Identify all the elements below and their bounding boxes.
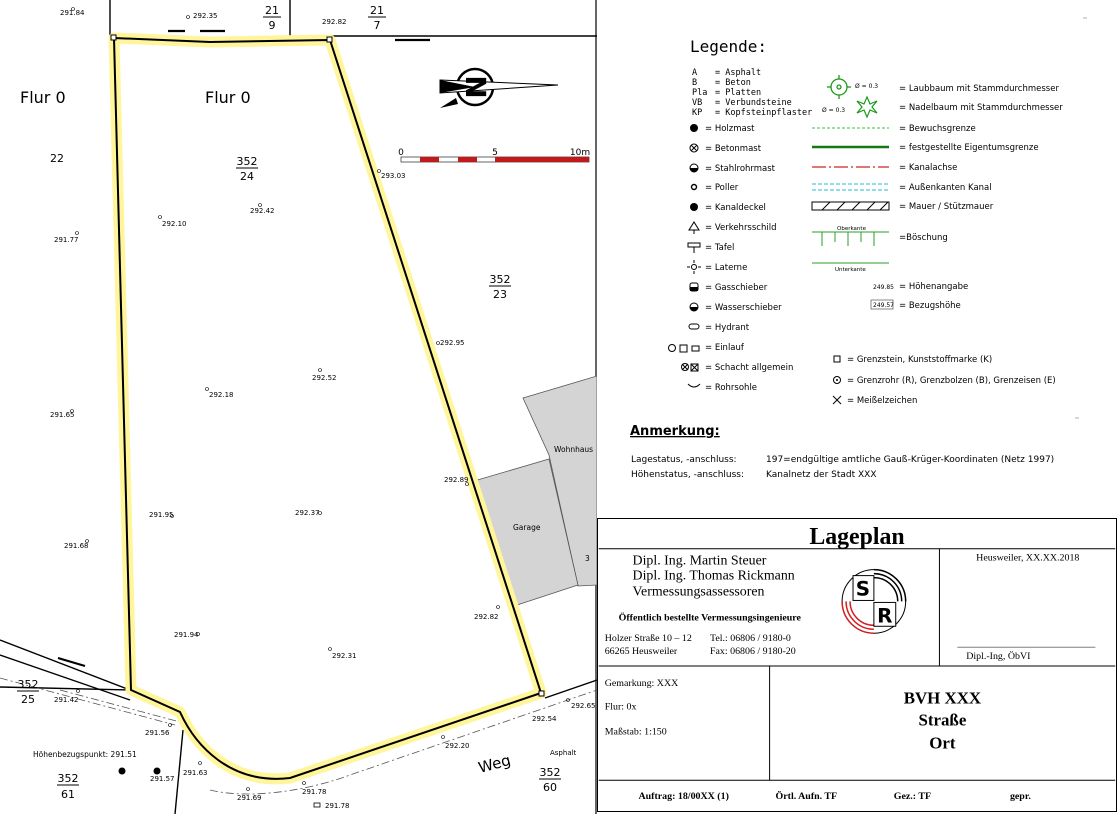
svg-text:= Gasschieber: = Gasschieber <box>705 283 768 293</box>
svg-text:21: 21 <box>265 4 279 17</box>
laubbaum-icon <box>827 75 851 99</box>
kanal-aussenkante-line <box>812 184 889 190</box>
svg-text:= Betonmast: = Betonmast <box>705 144 762 154</box>
svg-text:23: 23 <box>493 288 507 301</box>
svg-text:352: 352 <box>489 273 511 286</box>
schacht-icon <box>682 364 699 372</box>
svg-text:VB: VB <box>692 98 703 108</box>
svg-text:KP: KP <box>692 108 703 118</box>
svg-text:291.42: 291.42 <box>54 696 79 704</box>
height-point <box>159 216 187 229</box>
svg-text:Unterkante: Unterkante <box>835 267 866 273</box>
nadelbaum-icon <box>857 97 877 117</box>
gezeichnet-field: Gez.: TF <box>893 791 932 803</box>
boeschung-icon <box>812 232 889 263</box>
address-line: 66265 Heusweiler <box>604 646 678 658</box>
svg-text:= Kopfsteinpflaster: = Kopfsteinpflaster <box>715 108 813 118</box>
svg-text:60: 60 <box>543 781 557 794</box>
svg-text:Ø = 0.3: Ø = 0.3 <box>855 83 879 90</box>
company-logo <box>842 570 906 634</box>
auftrag-field: Auftrag: 18/00XX (1) <box>638 791 729 803</box>
svg-text:N: N <box>460 75 493 99</box>
svg-text:9: 9 <box>268 19 276 32</box>
height-point <box>378 170 406 181</box>
project-street: Straße <box>918 710 967 730</box>
svg-text:Oberkante: Oberkante <box>837 226 866 232</box>
svg-text:352: 352 <box>236 155 258 168</box>
manhole-icon <box>154 768 161 775</box>
grenzstein-icon <box>834 356 840 362</box>
svg-text:291.57: 291.57 <box>150 775 175 783</box>
appointed-label: Öffentlich bestellte Vermessungsingenieure <box>618 612 801 624</box>
svg-text:= festgestellte Eigentumsgrenz: = festgestellte Eigentumsgrenze <box>899 143 1039 153</box>
building-label-wohnhaus: Wohnhaus <box>554 445 594 454</box>
height-point <box>444 476 469 486</box>
svg-text:Pla: Pla <box>692 88 708 98</box>
height-point <box>237 788 262 803</box>
svg-text:A: A <box>692 68 698 78</box>
svg-text:292.52: 292.52 <box>312 374 337 382</box>
svg-text:292.10: 292.10 <box>162 220 187 228</box>
svg-text:352: 352 <box>57 772 79 785</box>
svg-text:= Kanalachse: = Kanalachse <box>899 163 958 173</box>
property-boundary-highlight <box>114 38 541 779</box>
height-point <box>250 204 275 216</box>
legend-panel <box>597 0 1120 518</box>
height-point <box>532 715 557 723</box>
inlet-icon <box>314 803 320 807</box>
svg-text:61: 61 <box>61 788 75 801</box>
height-sample: 249.85 <box>873 284 894 291</box>
fax-number: Fax: 06806 / 9180-20 <box>710 646 796 658</box>
svg-text:292.42: 292.42 <box>250 207 275 215</box>
svg-text:292.89: 292.89 <box>444 476 469 484</box>
mauer-icon <box>812 202 889 210</box>
svg-text:5: 5 <box>492 148 498 158</box>
poller-icon <box>692 185 697 190</box>
svg-text:291.65: 291.65 <box>50 411 75 419</box>
scale-bar <box>398 148 590 162</box>
svg-text:292.82: 292.82 <box>322 18 347 26</box>
remark-label: Höhenstatus, -anschluss: <box>631 470 745 480</box>
remark-title: Anmerkung: <box>630 424 720 439</box>
rohrsohle-icon <box>688 384 700 387</box>
height-point <box>442 736 470 751</box>
height-point <box>54 232 79 245</box>
height-point <box>187 12 218 20</box>
parcel-352-61 <box>57 772 79 801</box>
surface-label: Asphalt <box>550 749 577 757</box>
manhole-icon <box>119 768 126 775</box>
svg-text:= Meißelzeichen: = Meißelzeichen <box>847 396 918 406</box>
remark-label: Lagestatus, -anschluss: <box>631 455 737 465</box>
svg-text:= Verbundsteine: = Verbundsteine <box>715 98 792 108</box>
svg-text:B: B <box>692 78 698 88</box>
symbol-list-right <box>812 75 1063 311</box>
svg-text:7: 7 <box>373 19 381 32</box>
svg-text:292.95: 292.95 <box>440 339 465 347</box>
height-point <box>322 18 347 26</box>
svg-text:291.63: 291.63 <box>183 769 208 777</box>
svg-text:292.65: 292.65 <box>571 702 596 710</box>
height-point <box>183 762 208 778</box>
parcel-22: 22 <box>50 152 64 165</box>
height-point <box>437 339 465 347</box>
address-line: Holzer Straße 10 – 12 <box>604 633 692 645</box>
surveyor-title: Vermessungsassessoren <box>632 584 765 600</box>
title-block <box>597 518 1117 812</box>
wasserschieber-icon <box>690 303 698 311</box>
ref-sample: 249.57 <box>873 302 894 309</box>
gasschieber-icon <box>690 283 698 291</box>
north-arrow-icon <box>440 69 558 108</box>
remark-value: 197=endgültige amtliche Gauß-Krüger-Koordinaten (Netz 1997) <box>766 455 1055 465</box>
height-point <box>174 631 200 639</box>
meisselzeichen-icon <box>833 396 841 404</box>
height-point <box>295 509 322 517</box>
parcel-352-24 <box>236 155 258 183</box>
svg-text:25: 25 <box>21 693 35 706</box>
flur-label-main: Flur 0 <box>205 88 251 107</box>
abbreviation-list <box>692 68 812 118</box>
svg-text:= Hydrant: = Hydrant <box>705 323 750 333</box>
svg-text:R: R <box>877 604 893 628</box>
svg-text:291.94: 291.94 <box>174 631 199 639</box>
svg-text:21: 21 <box>370 4 384 17</box>
height-point <box>150 775 175 783</box>
street-label: Weg <box>476 751 513 777</box>
stahlrohrmast-icon <box>690 164 698 172</box>
laterne-icon <box>687 260 701 274</box>
flur-field: Flur: 0x <box>604 701 637 713</box>
svg-text:292.35: 292.35 <box>193 12 218 20</box>
svg-text:= Schacht allgemein: = Schacht allgemein <box>705 363 794 373</box>
gemarkung-field: Gemarkung: XXX <box>604 677 679 689</box>
parcel-352-60 <box>539 766 561 794</box>
legend-title: Legende: <box>690 37 768 56</box>
height-point <box>474 606 500 622</box>
svg-text:= Bezugshöhe: = Bezugshöhe <box>899 301 961 311</box>
svg-text:291.78: 291.78 <box>302 788 327 796</box>
holzmast-icon <box>690 124 698 132</box>
svg-text:=Böschung: =Böschung <box>899 233 948 243</box>
svg-text:24: 24 <box>240 170 254 183</box>
svg-text:= Mauer / Stützmauer: = Mauer / Stützmauer <box>899 202 994 212</box>
remark-value: Kanalnetz der Stadt XXX <box>766 470 877 480</box>
svg-text:= Laterne: = Laterne <box>705 263 748 273</box>
svg-text:291.78: 291.78 <box>325 802 350 810</box>
svg-text:= Rohrsohle: = Rohrsohle <box>705 383 758 393</box>
project-place: Ort <box>929 733 956 753</box>
svg-text:= Platten: = Platten <box>715 88 762 98</box>
svg-text:= Holzmast: = Holzmast <box>705 124 755 134</box>
svg-text:291.56: 291.56 <box>145 729 170 737</box>
house-number: 3 <box>585 554 590 563</box>
svg-text:= Einlauf: = Einlauf <box>705 343 744 353</box>
height-point <box>329 648 357 661</box>
svg-text:= Grenzrohr (R), Grenzbolzen (: = Grenzrohr (R), Grenzbolzen (B), Grenzeisen (E) <box>847 376 1056 386</box>
svg-text:352: 352 <box>17 678 39 691</box>
svg-text:= Höhenangabe: = Höhenangabe <box>899 282 969 292</box>
svg-text:10m: 10m <box>569 148 591 158</box>
svg-text:293.03: 293.03 <box>381 172 406 180</box>
svg-text:292.54: 292.54 <box>532 715 557 723</box>
svg-text:= Tafel: = Tafel <box>705 243 735 253</box>
surveyor-name: Dipl. Ing. Martin Steuer <box>632 553 767 569</box>
boundary-markers <box>833 355 1056 406</box>
height-reference-label: Höhenbezugspunkt: 291.51 <box>33 750 137 759</box>
grenzrohr-icon <box>834 377 841 384</box>
svg-text:291.69: 291.69 <box>237 794 262 802</box>
tafel-icon <box>688 243 700 253</box>
property-boundary <box>114 38 541 779</box>
svg-text:S: S <box>855 577 871 601</box>
hydrant-icon <box>689 324 699 329</box>
svg-text:= Beton: = Beton <box>715 78 751 88</box>
svg-text:291.77: 291.77 <box>54 236 79 244</box>
svg-text:292.31: 292.31 <box>332 652 357 660</box>
svg-text:Ø = 0.3: Ø = 0.3 <box>822 107 846 114</box>
svg-text:291.68: 291.68 <box>64 542 89 550</box>
parcel-21-9 <box>263 4 281 32</box>
svg-text:= Verkehrsschild: = Verkehrsschild <box>705 223 777 233</box>
parcel-352-25 <box>17 678 39 706</box>
project-name: BVH XXX <box>903 688 982 708</box>
height-point <box>145 724 172 738</box>
place-date: Heusweiler, XX.XX.2018 <box>976 552 1080 564</box>
verkehrsschild-icon <box>689 222 699 234</box>
symbol-list-left <box>669 124 794 393</box>
svg-text:= Laubbaum mit Stammdurchmesse: = Laubbaum mit Stammdurchmesser <box>899 84 1059 94</box>
svg-text:= Nadelbaum mit Stammdurchmess: = Nadelbaum mit Stammdurchmesser <box>899 103 1063 113</box>
svg-text:= Kanaldeckel: = Kanaldeckel <box>705 203 766 213</box>
height-point <box>60 8 85 18</box>
flur-label-left: Flur 0 <box>20 88 66 107</box>
betonmast-icon <box>690 144 698 152</box>
parcel-21-7 <box>368 4 386 32</box>
massstab-field: Maßstab: 1:150 <box>604 726 667 738</box>
surveyor-name: Dipl. Ing. Thomas Rickmann <box>632 568 795 584</box>
svg-text:= Grenzstein, Kunststoffmarke: = Grenzstein, Kunststoffmarke (K) <box>847 355 993 365</box>
parcel-352-23 <box>489 273 511 301</box>
height-point <box>325 802 350 810</box>
height-point <box>312 369 337 383</box>
height-point <box>206 388 234 400</box>
svg-text:= Außenkanten Kanal: = Außenkanten Kanal <box>899 183 992 193</box>
aufnahme-field: Örtl. Aufn. TF <box>775 791 838 803</box>
svg-text:= Stahlrohrmast: = Stahlrohrmast <box>705 164 776 174</box>
svg-text:352: 352 <box>539 766 561 779</box>
building-label-garage: Garage <box>513 523 541 532</box>
svg-text:291.84: 291.84 <box>60 9 85 17</box>
svg-text:292.20: 292.20 <box>445 742 470 750</box>
phone-number: Tel.: 06806 / 9180-0 <box>710 633 791 645</box>
height-point <box>149 511 174 519</box>
svg-text:= Bewuchsgrenze: = Bewuchsgrenze <box>899 124 976 134</box>
plan-title: Lageplan <box>809 523 905 550</box>
einlauf-icon <box>669 345 700 353</box>
height-point <box>64 540 89 551</box>
kanaldeckel-icon <box>690 203 698 211</box>
svg-text:291.95: 291.95 <box>149 511 174 519</box>
svg-text:= Poller: = Poller <box>705 183 739 193</box>
svg-text:0: 0 <box>398 148 404 158</box>
svg-text:292.37: 292.37 <box>295 509 320 517</box>
svg-text:292.82: 292.82 <box>474 613 499 621</box>
svg-text:= Wasserschieber: = Wasserschieber <box>705 303 782 313</box>
signature-label: Dipl.-Ing, ÖbVI <box>966 651 1031 663</box>
svg-text:= Asphalt: = Asphalt <box>715 68 762 78</box>
height-point <box>50 410 75 420</box>
geprueft-field: gepr. <box>1009 791 1031 803</box>
height-point <box>567 699 596 711</box>
svg-text:292.18: 292.18 <box>209 391 234 399</box>
